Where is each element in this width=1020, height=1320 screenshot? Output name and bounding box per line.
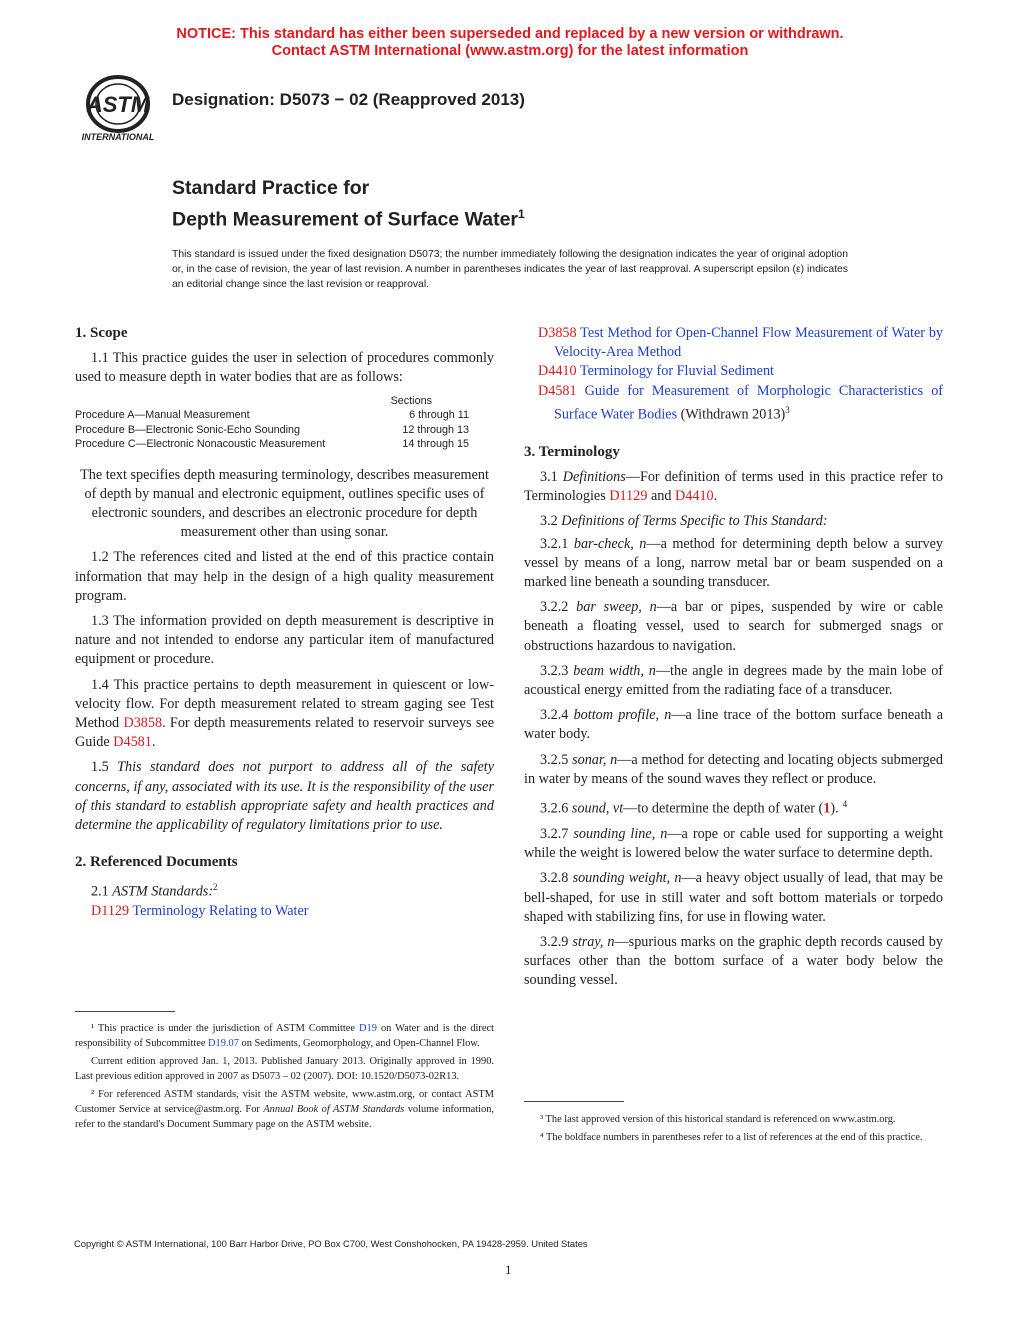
table-row [75, 437, 469, 452]
ref-link-d3858[interactable]: D3858 [123, 715, 163, 732]
refdoc-item [524, 324, 943, 362]
subcommittee-link-d19-07[interactable]: D19.07 [208, 1038, 239, 1049]
procedure-name: Procedure A—Manual Measurement [75, 409, 250, 422]
def-term: beam width, n [573, 662, 656, 679]
definition-3-2-4 [524, 706, 943, 744]
def-end: ). [830, 800, 839, 817]
procedure-name: Procedure C—Electronic Nonacoustic Measurement [75, 438, 326, 451]
def-term: sonar, n [572, 751, 618, 768]
def-num: 3.2.5 [540, 751, 573, 768]
refdoc-item [75, 902, 494, 921]
def-text: —a heavy object usually of lead, that may be bell-shaped, for use in still water and soft bottom materials or torpedo shaped with stabilizing fins, for use in flowing water. [524, 870, 943, 925]
def-text: —the angle in degrees made by the main lobe of acoustical energy emitted from the radiating face of a transducer. [524, 662, 944, 698]
ref-title-d4410[interactable]: Terminology for Fluvial Sediment [579, 363, 774, 380]
astm-logo-icon [74, 74, 162, 144]
notice-line-1: NOTICE: This standard has either been superseded and replaced by a new version or withdrawn. [176, 26, 844, 42]
term-3-1-and: and [647, 488, 676, 505]
reference-link-1[interactable]: 1 [823, 800, 831, 817]
ref-link-d3858[interactable]: D3858 [538, 325, 577, 341]
def-num: 3.2.7 [540, 825, 574, 842]
footnotes-right [524, 1112, 943, 1145]
def-text: —a rope or cable used for supporting a weight while the weight is lowered below the water surface to determine depth. [524, 825, 944, 862]
def-text: —a line trace of the bottom surface beneath a water body. [524, 707, 943, 743]
scope-1-4 [75, 676, 494, 753]
right-column [524, 324, 943, 991]
refdocs-2-1-num: 2.1 [91, 884, 113, 901]
ref-link-d4410[interactable]: D4410 [675, 488, 714, 505]
def-term: bottom profile, n [573, 707, 672, 724]
def-num: 3.2.9 [540, 933, 573, 950]
designation: Designation: D5073 − 02 (Reapproved 2013) [172, 90, 525, 109]
issued-note: This standard is issued under the fixed designation D5073; the number immediately following the designation indicates the year of original adoption or, in the case of revision, the year of last revision. A number in parentheses indicates the year of last reapproval. A superscript epsilon (ε) indicates an editorial change since the last revision or reapproval. [172, 249, 848, 290]
def-text: —to determine the depth of water ( [623, 800, 824, 817]
def-num: 3.2.8 [540, 870, 573, 887]
footnote-1-text-c: on Sediments, Geomorphology, and Open-Channel Flow. [238, 1038, 480, 1049]
copyright: Copyright © ASTM International, 100 Barr Harbor Drive, PO Box C700, West Conshohocken, PA 19428-2959. United States [74, 1238, 588, 1249]
ref-link-d1129[interactable]: D1129 [609, 488, 648, 505]
astm-logo [74, 74, 162, 144]
refdoc-item [524, 362, 943, 381]
def-term: bar sweep, n [576, 599, 657, 616]
term-3-1-text: —For definition of terms used in this practice refer to Terminologies [524, 468, 944, 505]
definition-3-2-5 [524, 751, 943, 789]
def-term: stray, n [572, 933, 615, 950]
ref-title-d4581[interactable]: Guide for Measurement of Morphologic Characteristics of Surface Water Bodies [554, 382, 944, 423]
footnotes-left [75, 1021, 494, 1132]
procedure-sections: 12 through 13 [402, 423, 469, 436]
refdoc-item [524, 382, 943, 425]
footnote-1-text-a: ¹ This practice is under the jurisdiction of ASTM Committee [91, 1023, 360, 1034]
definition-3-2-7 [524, 825, 943, 863]
page-number: 1 [505, 1262, 512, 1277]
def-footnote-ref: 4 [842, 799, 848, 809]
def-text: —a method for determining depth below a survey vessel by means of a long, narrow metal bar or beam suspended on a marked line beneath a sounding transducer. [524, 535, 944, 590]
term-3-2-text: Definitions of Terms Specific to This Standard: [561, 513, 828, 530]
footnote-rule-right [524, 1101, 624, 1102]
def-term: sounding weight, n [572, 870, 682, 887]
scope-heading: 1. Scope [75, 325, 128, 341]
refdocs-2-1-text: ASTM Standards: [112, 884, 214, 901]
definition-3-2-3 [524, 662, 943, 700]
ref-link-d1129[interactable]: D1129 [91, 903, 130, 920]
refdocs-2-1-sup: 2 [213, 882, 218, 893]
term-3-1-num: 3.1 [540, 468, 563, 485]
title-footnote-ref: 1 [518, 207, 525, 221]
scope-1-1: 1.1 This practice guides the user in selection of procedures commonly used to measure depth in water bodies that are as follows: [75, 350, 494, 386]
def-num: 3.2.2 [540, 599, 577, 616]
def-term: sounding line, n [573, 825, 668, 842]
definition-3-2-8 [524, 869, 943, 927]
scope-1-5 [75, 758, 494, 835]
def-text: —a bar or pipes, suspended by wire or cable beneath a floating vessel, used to search for submerged snags or obstructions hazardous to navigation. [524, 599, 943, 654]
definition-3-2-6 [524, 795, 943, 819]
scope-1-2: 1.2 The references cited and listed at the end of this practice contain information that may help in the design of a high quality measurement program. [75, 549, 494, 604]
notice-line-2: Contact ASTM International (www.astm.org) for the latest information [271, 43, 749, 59]
logo-subtext: INTERNATIONAL [81, 132, 155, 142]
def-num: 3.2.4 [540, 707, 574, 724]
footnote-1 [75, 1021, 494, 1051]
def-text: —spurious marks on the graphic depth records caused by surfaces other than the bottom surface of a water body below the sounding vessel. [524, 933, 943, 989]
footnote-1-text-b: on Water and is the direct responsibility of Subcommittee [75, 1023, 494, 1049]
refdocs-2-1 [75, 878, 494, 902]
def-text: —a method for detecting and locating objects submerged in water by means of the sound waves they reflect or produce. [524, 751, 944, 787]
ref-title-d1129[interactable]: Terminology Relating to Water [132, 903, 309, 920]
term-3-1-end: . [713, 488, 718, 505]
procedure-name: Procedure B—Electronic Sonic-Echo Sounding [75, 423, 301, 436]
footnote-2-text-a: ² For referenced ASTM standards, visit the ASTM website, www.astm.org, or contact ASTM Customer Service at service@astm.org. For [75, 1089, 494, 1115]
def-term: bar-check, n [573, 535, 647, 552]
ref-link-d4581[interactable]: D4581 [538, 382, 577, 399]
scope-1-5-text: This standard does not purport to address all of the safety concerns, if any, associated with its use. It is the responsibility of the user of this standard to establish appropriate safety and health practices and determine the applicability of regulatory limitations prior to use. [75, 759, 494, 834]
table-header-sections: Sections [390, 394, 432, 407]
scope-1-4-text-b: . For depth measurements related to reservoir surveys see Guide [75, 715, 494, 751]
ref-title-d3858[interactable]: Test Method for Open-Channel Flow Measurement of Water by Velocity-Area Method [554, 325, 944, 361]
ref-link-d4581[interactable]: D4581 [113, 734, 152, 751]
scope-1-4-text-a: 1.4 This practice pertains to depth measurement in quiescent or low-velocity flow. For depth measurement related to stream gaging see Test Method [75, 676, 494, 732]
left-column [75, 324, 494, 922]
footnote-2-text-b: volume information, refer to the standard's Document Summary page on the ASTM website. [75, 1104, 494, 1130]
definition-3-2-2 [524, 598, 943, 656]
procedure-sections: 6 through 11 [409, 409, 469, 422]
term-3-1-term: Definitions [562, 468, 626, 485]
footnote-2 [75, 1087, 494, 1132]
terminology-3-2 [524, 512, 943, 531]
terminology-3-1 [524, 468, 943, 506]
def-term: sound, vt [571, 800, 624, 817]
title-main: Depth Measurement of Surface Water [172, 208, 519, 231]
footnote-3: ³ The last approved version of this historical standard is referenced on www.astm.org. [540, 1114, 896, 1125]
def-num: 3.2.3 [540, 662, 574, 679]
document-title [172, 175, 525, 233]
refdocs-heading: 2. Referenced Documents [75, 854, 238, 871]
footnote-1-edition: Current edition approved Jan. 1, 2013. Published January 2013. Originally approved in 1990. Last previous edition approved in 2007 as D5073 – 02 (2007). DOI: 10.1520/D5073-02R13. [75, 1056, 494, 1082]
procedure-table [75, 394, 469, 452]
scope-1-5-num: 1.5 [91, 759, 118, 776]
ref-sup-d4581: 3 [785, 404, 790, 415]
def-num: 3.2.6 [540, 800, 572, 817]
title-line-1: Standard Practice for [172, 177, 370, 199]
footnote-rule-left [75, 1011, 175, 1012]
term-3-2-num: 3.2 [540, 513, 562, 530]
logo-letters: ASTM [86, 92, 150, 117]
procedure-sections: 14 through 15 [402, 438, 469, 451]
footnote-4: ⁴ The boldface numbers in parentheses refer to a list of references at the end of this practice. [540, 1132, 923, 1143]
title-line-2 [172, 201, 525, 233]
ref-link-d4410[interactable]: D4410 [538, 363, 577, 380]
ref-suffix-d4581: (Withdrawn 2013) [677, 406, 786, 423]
table-header-row [75, 394, 469, 409]
withdrawal-notice [0, 26, 1020, 60]
scope-1-4-text-c: . [151, 734, 156, 751]
terminology-heading: 3. Terminology [524, 443, 620, 460]
definition-3-2-9 [524, 933, 943, 991]
scope-text-paragraph: The text specifies depth measuring terminology, describes measurement of depth by manual and electronic equipment, outlines specific uses of electronic sounders, and describes an electronic procedure for depth measurement other than using sonar. [80, 466, 489, 541]
table-row [75, 408, 469, 423]
def-num: 3.2.1 [540, 535, 574, 552]
committee-link-d19[interactable]: D19 [359, 1023, 377, 1034]
table-row [75, 423, 469, 438]
scope-1-3: 1.3 The information provided on depth measurement is descriptive in nature and not intended to endorse any particular item of manufactured equipment or procedure. [75, 613, 494, 668]
definition-3-2-1 [524, 535, 943, 593]
footnote-2-italic: Annual Book of ASTM Standards [263, 1104, 405, 1115]
